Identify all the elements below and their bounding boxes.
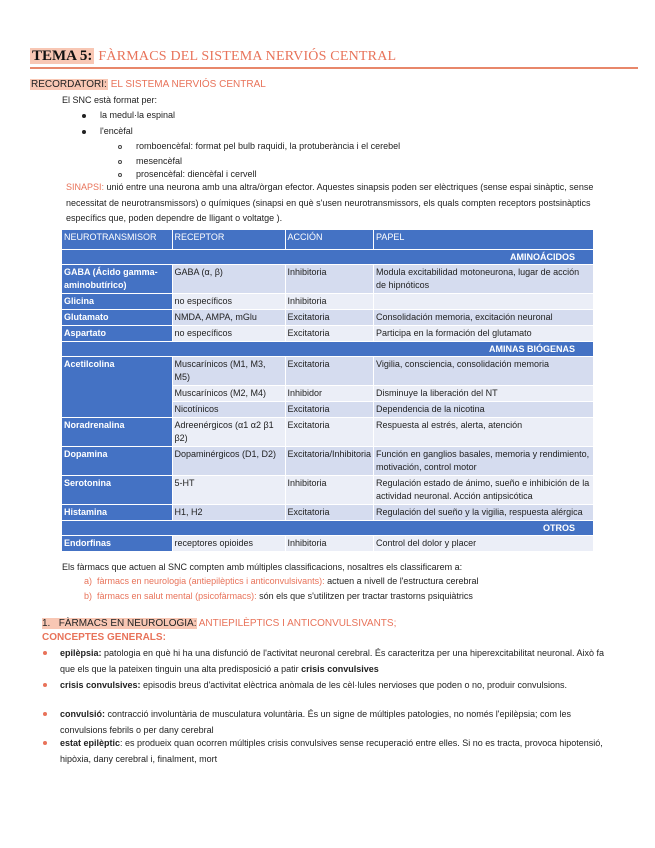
role-cell: Función en ganglios basales, memoria y rendimiento, motivación, control motor bbox=[374, 447, 594, 476]
role-cell: Vigilia, consciencia, consolidación memoria bbox=[374, 357, 594, 386]
role-cell: Dependencia de la nicotina bbox=[374, 402, 594, 418]
receptor-cell: no específicos bbox=[172, 326, 285, 342]
table-row bbox=[62, 326, 594, 342]
synapse-paragraph bbox=[66, 180, 606, 227]
receptor-cell: H1, H2 bbox=[172, 505, 285, 521]
receptor-cell: NMDA, AMPA, mGlu bbox=[172, 310, 285, 326]
receptor-cell: Adreenérgicos (α1 α2 β1 β2) bbox=[172, 418, 285, 447]
receptor-cell: receptores opioides bbox=[172, 536, 285, 552]
nt-cell: GABA (Ácido gamma-aminobutírico) bbox=[62, 265, 172, 294]
page-title: FÀRMACS DEL SISTEMA NERVIÓS CENTRAL bbox=[98, 49, 397, 64]
title-row bbox=[30, 47, 638, 69]
table-row bbox=[62, 476, 594, 505]
reminder-text: EL SISTEMA NERVIÓS CENTRAL bbox=[110, 79, 266, 90]
hollow-bullet-icon bbox=[118, 173, 122, 177]
table-row bbox=[62, 418, 594, 447]
table-header-row bbox=[62, 230, 594, 250]
reminder-heading bbox=[30, 79, 266, 90]
encefal-item: prosencèfal: diencèfal i cervell bbox=[118, 168, 257, 181]
action-cell: Excitatoria bbox=[285, 357, 374, 386]
classification-item-b bbox=[84, 591, 473, 601]
nt-cell: Histamina bbox=[62, 505, 172, 521]
action-cell: Excitatoria bbox=[285, 310, 374, 326]
action-cell: Excitatoria bbox=[285, 402, 374, 418]
action-cell: Inhibitoria bbox=[285, 476, 374, 505]
section-heading bbox=[42, 618, 396, 629]
snc-intro: El SNC està format per: bbox=[62, 95, 158, 105]
role-cell: Consolidación memoria, excitación neuronal bbox=[374, 310, 594, 326]
nt-cell: Acetilcolina bbox=[62, 357, 172, 418]
receptor-cell: 5-HT bbox=[172, 476, 285, 505]
role-cell: Regulación estado de ánimo, sueño e inhibición de la actividad neuronal. Acción antipsicótica bbox=[374, 476, 594, 505]
action-cell: Inhibitoria bbox=[285, 294, 374, 310]
action-cell: Excitatoria bbox=[285, 505, 374, 521]
receptor-cell: Nicotínicos bbox=[172, 402, 285, 418]
role-cell: Regulación del sueño y la vigilia, respuesta alérgica bbox=[374, 505, 594, 521]
role-cell: Participa en la formación del glutamato bbox=[374, 326, 594, 342]
receptor-cell: GABA (α, β) bbox=[172, 265, 285, 294]
section-number: 1. bbox=[42, 618, 51, 629]
definition-bold: crisis convulsives bbox=[301, 664, 379, 674]
definition-item bbox=[60, 677, 620, 693]
item-label: fàrmacs en salut mental (psicofàrmacs): bbox=[97, 591, 257, 601]
definition-item bbox=[60, 706, 620, 738]
bullet-icon bbox=[82, 130, 86, 134]
definition-item bbox=[60, 645, 620, 677]
table-row bbox=[62, 294, 594, 310]
section-aminoacids: AMINOÁCIDOS bbox=[62, 250, 594, 265]
item-marker: b) bbox=[84, 591, 93, 601]
item-marker: a) bbox=[84, 576, 93, 586]
synapse-keyword: SINAPSI: bbox=[66, 182, 105, 192]
bullet-icon bbox=[43, 741, 47, 745]
nt-cell: Glutamato bbox=[62, 310, 172, 326]
receptor-cell: no específicos bbox=[172, 294, 285, 310]
receptor-cell: Dopaminérgicos (D1, D2) bbox=[172, 447, 285, 476]
neurotransmitter-table bbox=[62, 230, 594, 552]
table-row bbox=[62, 536, 594, 552]
role-cell: Modula excitabilidad motoneurona, lugar de acción de hipnóticos bbox=[374, 265, 594, 294]
definition-term: convulsió: bbox=[60, 709, 106, 719]
table-header: ACCIÓN bbox=[285, 230, 374, 250]
action-cell: Excitatoria/Inhibitoria bbox=[285, 447, 374, 476]
action-cell: Inhibitoria bbox=[285, 536, 374, 552]
item-label: fàrmacs en neurologia (antiepilèptics i anticonvulsivants): bbox=[97, 576, 325, 586]
definition-term: crisis convulsives: bbox=[60, 680, 141, 690]
classification-item-a bbox=[84, 576, 478, 586]
table-row bbox=[62, 310, 594, 326]
table-row bbox=[62, 447, 594, 476]
section-accent: ANTIEPILÈPTICS I ANTICONVULSIVANTS; bbox=[196, 618, 397, 629]
hollow-bullet-icon bbox=[118, 160, 122, 164]
nt-cell: Serotonina bbox=[62, 476, 172, 505]
synapse-text: unió entre una neurona amb una altra/òrgan efector. Aquestes sinapsis poden ser elèctriques (sense espai sinàptic, sense necessitat de neurotransmissors) o químiques (sinapsi en què s'usen neurotransmissors, els quals compten receptors postsinàptics específics que, poden dependre de lligant o voltatge ). bbox=[66, 182, 594, 223]
definition-text: contracció involuntària de musculatura voluntària. És un signe de múltiples patologies, no només l'epilèpsia; com les convulsions febrils o per dany cerebral bbox=[60, 709, 571, 735]
role-cell: Respuesta al estrés, alerta, atención bbox=[374, 418, 594, 447]
action-cell: Excitatoria bbox=[285, 418, 374, 447]
section-others: OTROS bbox=[62, 521, 594, 536]
definition-text: episodis breus d'activitat elèctrica anòmala de les cèl·lules nervioses que poden o no, produir convulsions. bbox=[140, 680, 568, 690]
section-amines: AMINAS BIÓGENAS bbox=[62, 342, 594, 357]
concepts-heading: CONCEPTES GENERALS: bbox=[42, 632, 166, 643]
hollow-bullet-icon bbox=[118, 145, 122, 149]
item-text: actuen a nivell de l'estructura cerebral bbox=[324, 576, 479, 586]
definition-text: : es produeix quan ocorren múltiples crisis convulsives sense recuperació entre elles. Si no es tracta, provoca hipotensió, hipòxia, dany cerebral i, finalment, mort bbox=[60, 738, 603, 764]
encefal-item: mesencèfal bbox=[118, 155, 182, 168]
role-cell bbox=[374, 294, 594, 310]
table-row bbox=[62, 357, 594, 386]
action-cell: Inhibitoria bbox=[285, 265, 374, 294]
receptor-cell: Muscarínicos (M2, M4) bbox=[172, 386, 285, 402]
bullet-icon bbox=[82, 114, 86, 118]
classification-intro: Els fàrmacs que actuen al SNC compten amb múltiples classificacions, nosaltres els classificarem a: bbox=[62, 562, 463, 572]
item-text: són els que s'utilitzen per tractar trastorns psiquiàtrics bbox=[256, 591, 473, 601]
nt-cell: Noradrenalina bbox=[62, 418, 172, 447]
definition-text: patologia en què hi ha una disfunció de l'activitat neuronal cerebral. És caracteritza per una hiperexcitabilitat neuronal. Això fa que els que la pateixen tinguin una alta predisposició a patir bbox=[60, 648, 605, 674]
nt-cell: Glicina bbox=[62, 294, 172, 310]
encefal-item: romboencèfal: format pel bulb raquidi, la protuberància i el cerebel bbox=[118, 140, 400, 153]
table-row bbox=[62, 265, 594, 294]
role-cell: Control del dolor y placer bbox=[374, 536, 594, 552]
bullet-icon bbox=[43, 712, 47, 716]
table-header: RECEPTOR bbox=[172, 230, 285, 250]
nt-cell: Dopamina bbox=[62, 447, 172, 476]
table-row bbox=[62, 505, 594, 521]
action-cell: Inhibidor bbox=[285, 386, 374, 402]
table-header: NEUROTRANSMISOR bbox=[62, 230, 172, 250]
definition-term: epilèpsia: bbox=[60, 648, 102, 658]
bullet-icon bbox=[43, 683, 47, 687]
snc-item: l'encèfal bbox=[82, 125, 133, 138]
action-cell: Excitatoria bbox=[285, 326, 374, 342]
snc-item: la medul·la espinal bbox=[82, 109, 175, 122]
title-prefix: TEMA 5: bbox=[32, 48, 93, 64]
reminder-label: RECORDATORI: bbox=[31, 79, 107, 90]
receptor-cell: Muscarínicos (M1, M3, M5) bbox=[172, 357, 285, 386]
nt-cell: Endorfinas bbox=[62, 536, 172, 552]
role-cell: Disminuye la liberación del NT bbox=[374, 386, 594, 402]
definition-term: estat epilèptic bbox=[60, 738, 121, 748]
nt-cell: Aspartato bbox=[62, 326, 172, 342]
section-label: FÀRMACS EN NEUROLOGIA: bbox=[58, 618, 197, 629]
bullet-icon bbox=[43, 651, 47, 655]
definition-item bbox=[60, 735, 620, 767]
table-header: PAPEL bbox=[374, 230, 594, 250]
